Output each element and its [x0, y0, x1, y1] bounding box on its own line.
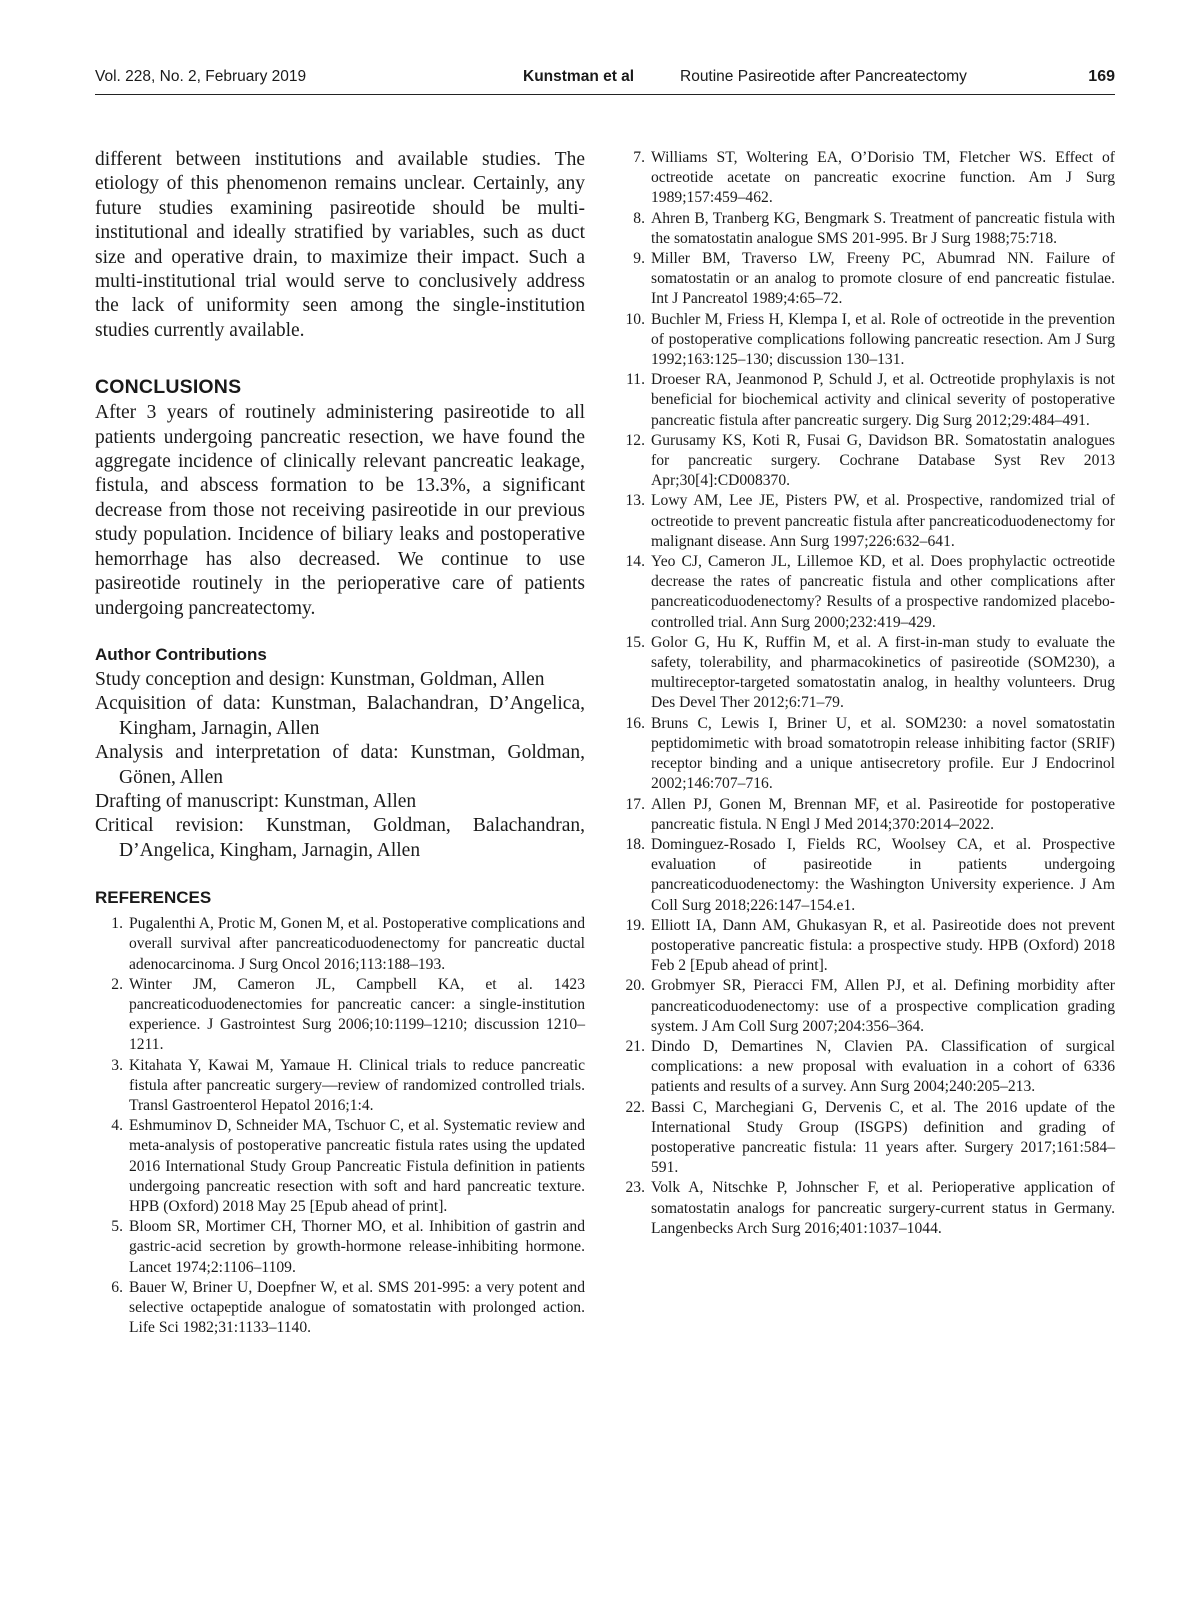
reference-item: [617, 1178, 1115, 1239]
reference-number: 19.: [625, 916, 645, 934]
reference-item: [617, 916, 1115, 977]
reference-text: Buchler M, Friess H, Klempa I, et al. Role of octreotide in the prevention of postoperative complications following pancreatic resection. Am J Surg 1992;163:125–130; discussion 130–131.: [651, 310, 1115, 369]
reference-item: [95, 1278, 585, 1339]
reference-number: 15.: [625, 633, 645, 651]
reference-item: [617, 148, 1115, 209]
reference-item: [617, 1098, 1115, 1179]
reference-item: [617, 310, 1115, 371]
reference-text: Bloom SR, Mortimer CH, Thorner MO, et al. Inhibition of gastrin and gastric-acid secretion by growth-hormone release-inhibiting hormone. Lancet 1974;2:1106–1109.: [129, 1218, 585, 1276]
reference-item: [617, 633, 1115, 714]
reference-text: Winter JM, Cameron JL, Campbell KA, et al. 1423 pancreaticoduodenectomies for pancreatic cancer: a single-institution experience. J Gastrointest Surg 2006;10:1199–1210; discussion 1210–1211.: [129, 975, 585, 1054]
reference-text: Eshmuminov D, Schneider MA, Tschuor C, et al. Systematic review and meta-analysis of postoperative pancreatic fistula rates using the updated 2016 International Study Group Pancreatic Fistula definition in patients undergoing pancreatic resection with soft and hard pancreatic texture. HPB (Oxford) 2018 May 25 [Epub ahead of print].: [129, 1117, 585, 1215]
contribution-item: Acquisition of data: Kunstman, Balachandran, D’Angelica, Kingham, Jarnagin, Allen: [95, 693, 585, 739]
reference-text: Dindo D, Demartines N, Clavien PA. Classification of surgical complications: a new proposal with evaluation in a cohort of 6336 patients and results of a survey. Ann Surg 2004;240:205–213.: [651, 1037, 1115, 1096]
left-column: [95, 148, 585, 1338]
reference-text: Pugalenthi A, Protic M, Gonen M, et al. Postoperative complications and overall survival after pancreaticoduodenectomy for pancreatic ductal adenocarcinoma. J Surg Oncol 2016;113:188–193.: [129, 915, 585, 973]
running-title: Routine Pasireotide after Pancreatectomy: [680, 68, 967, 85]
reference-text: Dominguez-Rosado I, Fields RC, Woolsey CA, et al. Prospective evaluation of pasireotide in patients undergoing pancreaticoduodenectomy: the Washington University experience. J Am Coll Surg 2018;226:147–154.e1.: [651, 835, 1115, 914]
reference-number: 21.: [625, 1037, 645, 1055]
journal-volume: Vol. 228, No. 2, February 2019: [95, 68, 307, 85]
reference-item: [617, 714, 1115, 795]
reference-number: 8.: [633, 209, 645, 227]
reference-text: Golor G, Hu K, Ruffin M, et al. A first-in-man study to evaluate the safety, tolerability, and pharmacokinetics of pasireotide (SOM230), a multireceptor-targeted somatostatin analog, in healthy volunteers. Drug Des Devel Ther 2012;6:71–79.: [651, 633, 1115, 712]
reference-number: 14.: [625, 553, 645, 571]
conclusions-heading: CONCLUSIONS: [95, 376, 242, 399]
reference-text: Grobmyer SR, Pieracci FM, Allen PJ, et al. Defining morbidity after pancreaticoduodenectomy: use of a prospective complication grading system. J Am Coll Surg 2007;204:356–364.: [651, 977, 1115, 1035]
reference-item: [95, 1217, 585, 1278]
reference-item: [617, 835, 1115, 916]
running-authors: Kunstman et al: [523, 68, 635, 85]
reference-text: Lowy AM, Lee JE, Pisters PW, et al. Prospective, randomized trial of octreotide to prevent pancreatic fistula after pancreaticoduodenectomy for malignant disease. Ann Surg 1997;226:632–641.: [651, 492, 1115, 550]
reference-number: 4.: [111, 1117, 123, 1135]
reference-number: 7.: [633, 149, 645, 166]
reference-item: [617, 370, 1115, 431]
reference-number: 18.: [625, 835, 645, 853]
reference-text: Williams ST, Woltering EA, O’Dorisio TM, Fletcher WS. Effect of octreotide acetate on pancreatic exocrine function. Am J Surg 1989;157:459–462.: [651, 149, 1115, 207]
reference-number: 5.: [111, 1218, 123, 1236]
reference-item: [617, 209, 1115, 249]
contribution-item: Drafting of manuscript: Kunstman, Allen: [95, 790, 417, 812]
right-column: [617, 148, 1115, 1239]
author-contributions-heading: Author Contributions: [95, 644, 267, 664]
contribution-item: Critical revision: Kunstman, Goldman, Balachandran, D’Angelica, Kingham, Jarnagin, Allen: [95, 815, 585, 861]
reference-number: 13.: [625, 492, 645, 510]
reference-number: 12.: [625, 431, 645, 449]
reference-item: [617, 976, 1115, 1037]
reference-text: Elliott IA, Dann AM, Ghukasyan R, et al. Pasireotide does not prevent postoperative pancreatic fistula: a prospective study. HPB (Oxford) 2018 Feb 2 [Epub ahead of print].: [651, 916, 1115, 975]
reference-number: 2.: [111, 975, 123, 993]
reference-number: 3.: [111, 1056, 123, 1074]
conclusions-paragraph: After 3 years of routinely administering pasireotide to all patients undergoing pancreatic resection, we have found the aggregate incidence of clinically relevant pancreatic leakage, fistula, and abscess formation to be 13.3%, a significant decrease from those not receiving pasireotide in our previous study population. Incidence of biliary leaks and postoperative hemorrhage has also decreased. We continue to use pasireotide routinely in the perioperative care of patients undergoing pancreatectomy.: [95, 402, 585, 619]
author-contributions-list: [95, 668, 585, 863]
reference-list-left: [95, 914, 585, 1338]
reference-item: [95, 1116, 585, 1217]
reference-number: 20.: [625, 977, 645, 995]
reference-number: 23.: [625, 1179, 645, 1197]
reference-text: Volk A, Nitschke P, Johnscher F, et al. Perioperative application of somatostatin analogs for pancreatic surgery-current status in Germany. Langenbecks Arch Surg 2016;401:1037–1044.: [651, 1179, 1115, 1237]
reference-number: 10.: [625, 310, 645, 328]
reference-text: Allen PJ, Gonen M, Brennan MF, et al. Pasireotide for postoperative pancreatic fistula. N Engl J Med 2014;370:2014–2022.: [651, 795, 1115, 833]
reference-text: Droeser RA, Jeanmonod P, Schuld J, et al. Octreotide prophylaxis is not beneficial for biochemical activity and clinical severity of postoperative pancreatic fistula after pancreatic surgery. Dig Surg 2012;29:484–491.: [651, 371, 1115, 429]
reference-item: [617, 249, 1115, 310]
page-number: 169: [1088, 68, 1115, 85]
reference-text: Bauer W, Briner U, Doepfner W, et al. SMS 201-995: a very potent and selective octapeptide analogue of somatostatin with prolonged action. Life Sci 1982;31:1133–1140.: [129, 1278, 585, 1337]
reference-item: [617, 1037, 1115, 1098]
contribution-item: Study conception and design: Kunstman, Goldman, Allen: [95, 668, 545, 690]
reference-item: [617, 431, 1115, 492]
running-header: [95, 64, 1115, 95]
contribution-item: Analysis and interpretation of data: Kunstman, Goldman, Gönen, Allen: [95, 742, 585, 788]
reference-number: 17.: [625, 795, 645, 813]
reference-item: [95, 1056, 585, 1117]
reference-number: 16.: [625, 714, 645, 732]
reference-text: Gurusamy KS, Koti R, Fusai G, Davidson BR. Somatostatin analogues for pancreatic surgery. Cochrane Database Syst Rev 2013 Apr;30[4]:CD008370.: [651, 431, 1115, 490]
discussion-paragraph: different between institutions and available studies. The etiology of this phenomenon remains unclear. Certainly, any future studies examining pasireotide should be multi-institutional and ideally stratified by variables, such as duct size and operative drain, to maximize their impact. Such a multi-institutional trial would serve to conclusively address the lack of uniformity seen among the single-institution studies currently available.: [95, 149, 585, 341]
reference-text: Bruns C, Lewis I, Briner U, et al. SOM230: a novel somatostatin peptidomimetic with broad somatotropin release inhibiting factor (SRIF) receptor binding and a unique antisecretory profile. Eur J Endocrinol 2002;146:707–716.: [651, 714, 1115, 793]
reference-text: Miller BM, Traverso LW, Freeny PC, Abumrad NN. Failure of somatostatin or an analog to promote closure of end pancreatic fistulae. Int J Pancreatol 1989;4:65–72.: [651, 250, 1115, 308]
reference-text: Kitahata Y, Kawai M, Yamaue H. Clinical trials to reduce pancreatic fistula after pancreatic surgery—review of randomized controlled trials. Transl Gastroenterol Hepatol 2016;1:4.: [129, 1056, 585, 1114]
reference-number: 9.: [633, 250, 645, 268]
reference-text: Bassi C, Marchegiani G, Dervenis C, et al. The 2016 update of the International Study Group (ISGPS) definition and grading of postoperative pancreatic fistula: 11 years after. Surgery 2017;161:584–591.: [651, 1098, 1115, 1177]
reference-number: 11.: [626, 371, 645, 389]
reference-text: Ahren B, Tranberg KG, Bengmark S. Treatment of pancreatic fistula with the somatostatin analogue SMS 201-995. Br J Surg 1988;75:718.: [651, 209, 1115, 247]
reference-number: 1.: [111, 915, 123, 933]
reference-item: [617, 552, 1115, 633]
references-heading: REFERENCES: [95, 888, 212, 908]
reference-item: [617, 491, 1115, 552]
reference-number: 6.: [111, 1278, 123, 1296]
reference-item: [95, 975, 585, 1056]
reference-list-right: [617, 148, 1115, 1239]
reference-text: Yeo CJ, Cameron JL, Lillemoe KD, et al. Does prophylactic octreotide decrease the rates of pancreatic fistula and other complications after pancreaticoduodenectomy? Results of a prospective randomized placebo-controlled trial. Ann Surg 2000;232:419–429.: [651, 553, 1115, 631]
reference-item: [617, 795, 1115, 835]
reference-number: 22.: [625, 1098, 645, 1116]
reference-item: [95, 914, 585, 975]
